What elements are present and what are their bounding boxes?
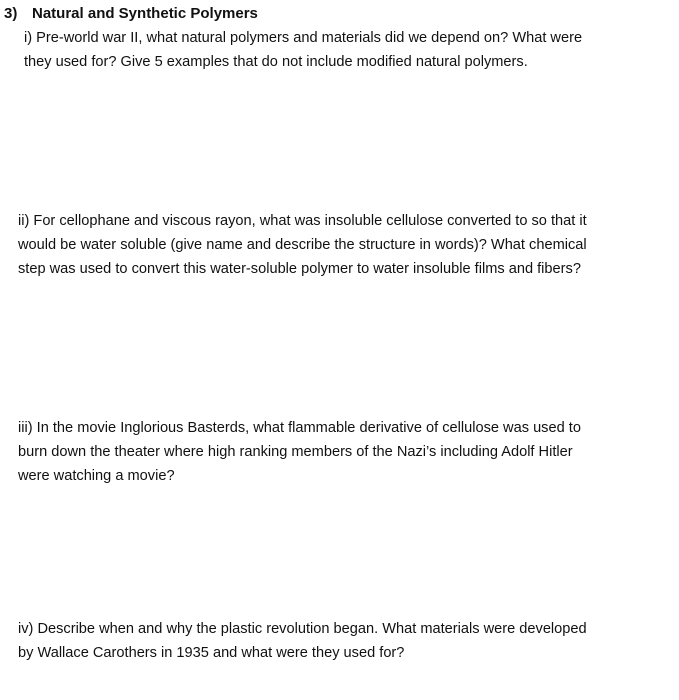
question-iii	[18, 416, 668, 488]
question-line: would be water soluble (give name and describe the structure in words)? What chemical	[18, 237, 587, 253]
question-iv	[18, 617, 668, 665]
question-line: i) Pre-world war II, what natural polymers and materials did we depend on? What were	[24, 30, 583, 46]
question-line: they used for? Give 5 examples that do not include modified natural polymers.	[24, 54, 528, 70]
question-ii	[18, 209, 668, 281]
question-line: by Wallace Carothers in 1935 and what were they used for?	[18, 645, 405, 661]
question-line: iv) Describe when and why the plastic revolution began. What materials were developed	[18, 621, 587, 637]
section-heading	[4, 4, 258, 24]
question-i	[24, 26, 664, 74]
question-line: burn down the theater where high ranking members of the Nazi’s including Adolf Hitler	[18, 444, 573, 460]
section-title: Natural and Synthetic Polymers	[32, 5, 258, 22]
question-line: were watching a movie?	[18, 468, 175, 484]
section-number: 3)	[4, 5, 18, 22]
question-line: step was used to convert this water-soluble polymer to water insoluble films and fibers?	[18, 261, 581, 277]
question-line: iii) In the movie Inglorious Basterds, what flammable derivative of cellulose was used to	[18, 420, 581, 436]
question-line: ii) For cellophane and viscous rayon, what was insoluble cellulose converted to so that it	[18, 213, 587, 229]
